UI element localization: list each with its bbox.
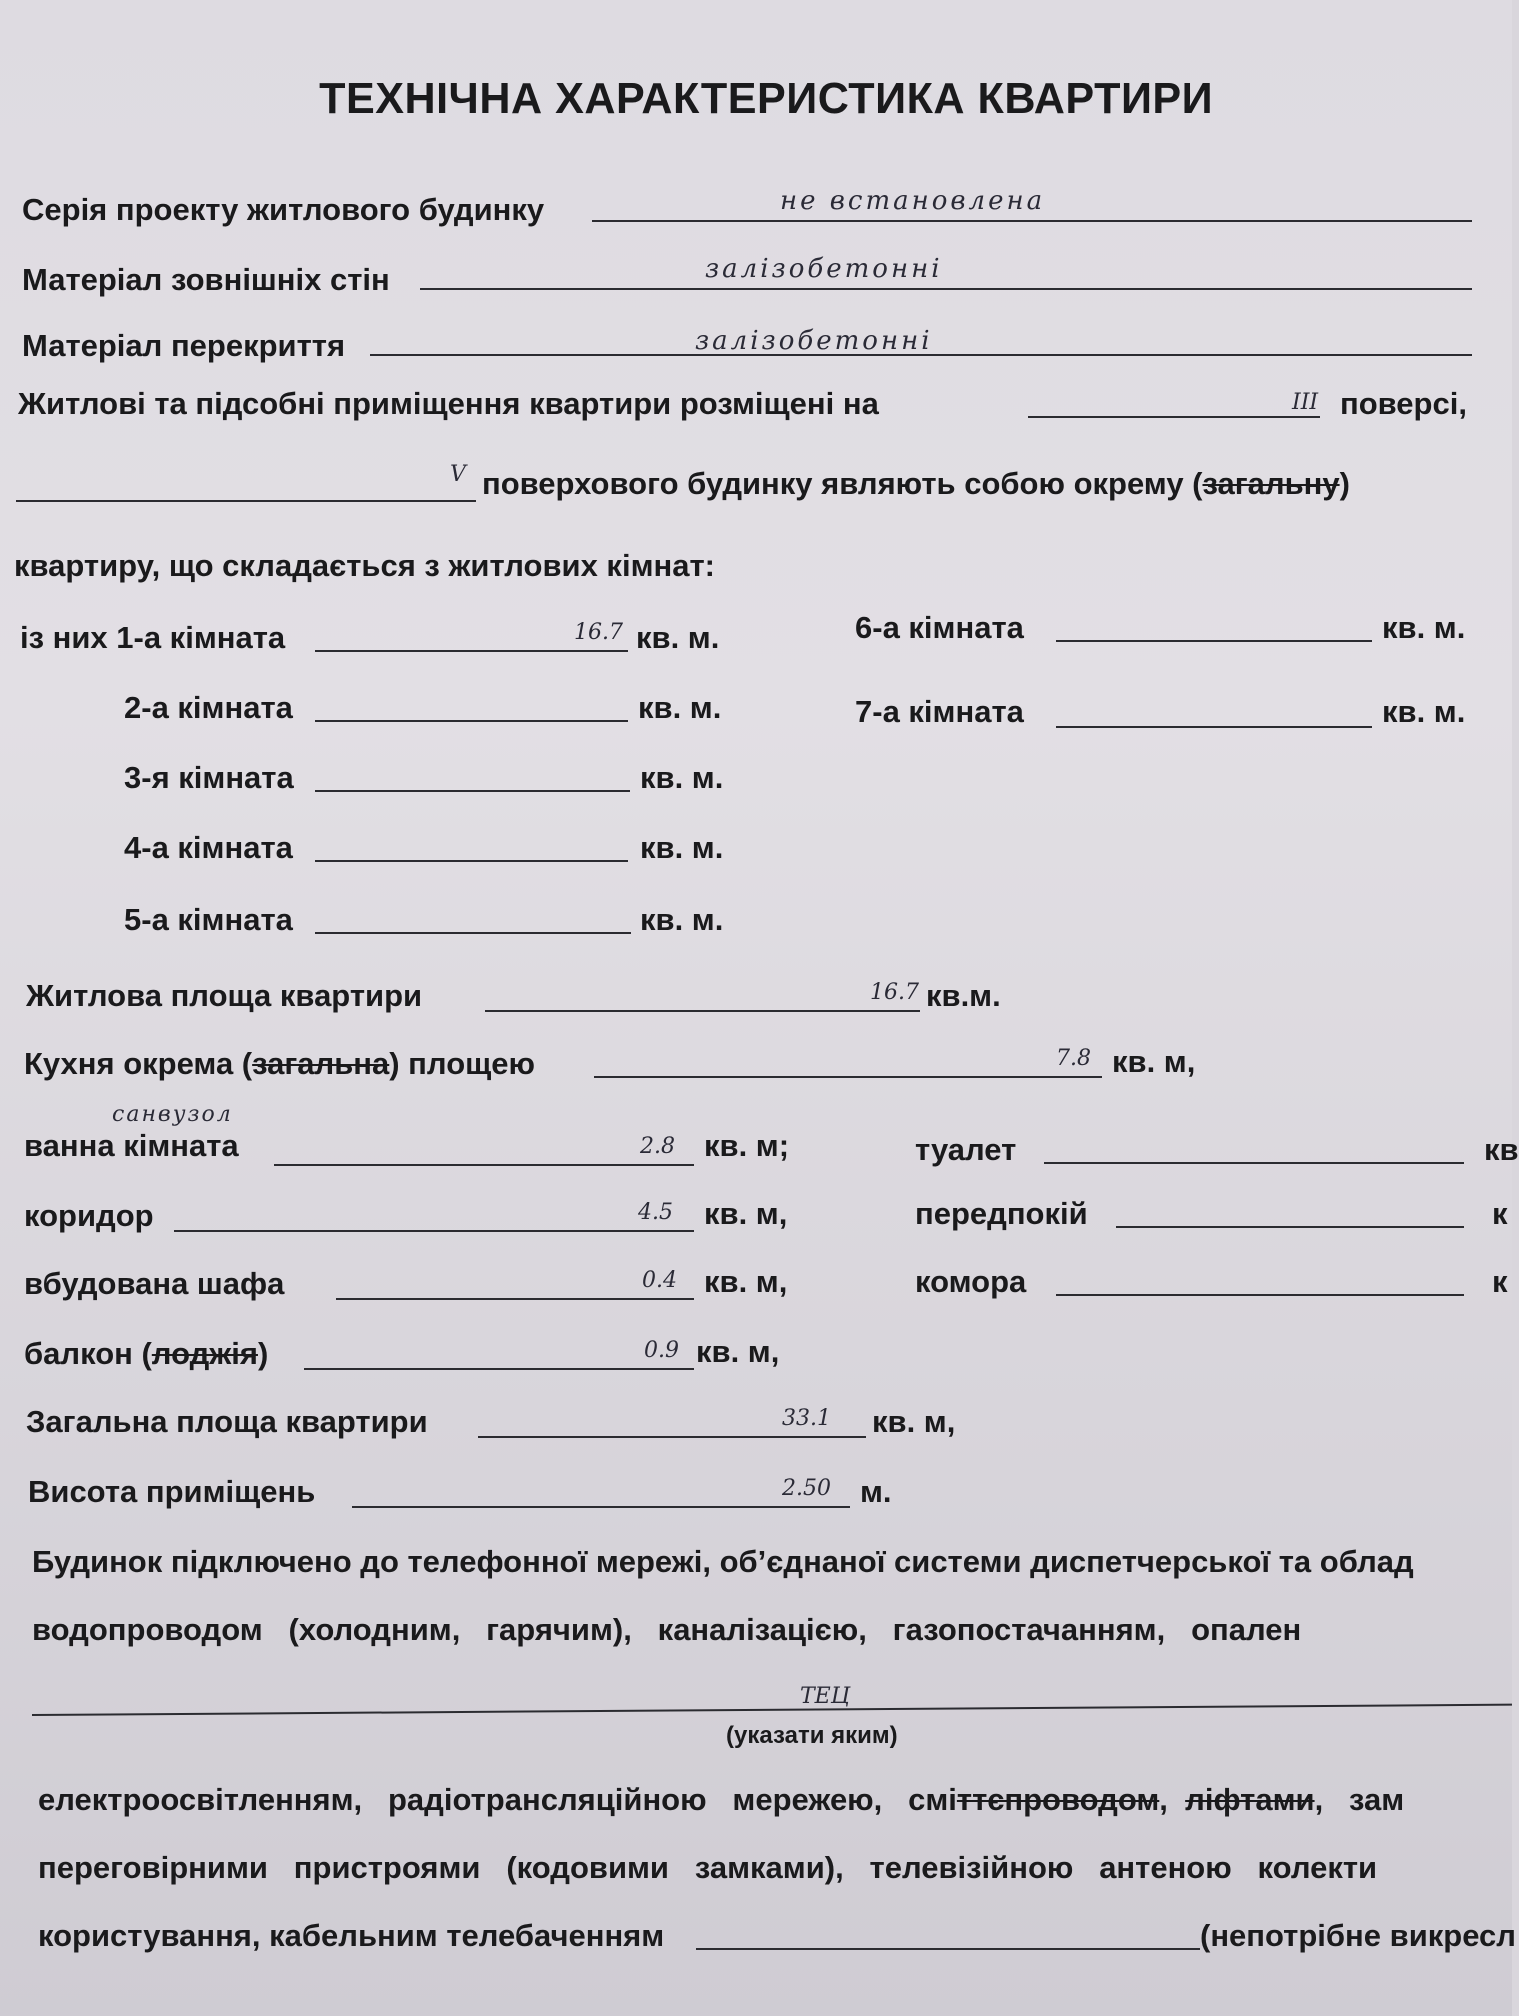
closet-line xyxy=(336,1298,694,1300)
p3-b: , xyxy=(1159,1782,1186,1817)
utilities-p4: переговірними пристроями (кодовими замками), телевізійною антеною колекти xyxy=(38,1850,1378,1885)
living-area-label: Житлова площа квартири xyxy=(26,978,423,1013)
location-text: Житлові та підсобні приміщення квартири розміщені на xyxy=(18,386,879,421)
toilet-unit: кв xyxy=(1484,1132,1519,1167)
hallway-line[interactable] xyxy=(1116,1226,1464,1228)
height-unit: м. xyxy=(860,1474,892,1509)
p3-struck-2: ліфтами xyxy=(1185,1782,1315,1817)
balcony-label-a: балкон ( xyxy=(24,1336,152,1371)
room-5-label: 5-а кімната xyxy=(124,902,293,937)
heating-line xyxy=(32,1704,1512,1716)
utilities-p2: водопроводом (холодним, гарячим), каналізацією, газопостачанням, опален xyxy=(32,1612,1302,1647)
series-line xyxy=(592,220,1472,222)
room-2-unit: кв. м. xyxy=(638,690,722,725)
toilet-label: туалет xyxy=(915,1132,1017,1167)
struck-word: загальну xyxy=(1202,466,1340,501)
room-1-value[interactable]: 16.7 xyxy=(574,620,623,645)
living-area-value[interactable]: 16.7 xyxy=(870,980,919,1005)
room-3-unit: кв. м. xyxy=(640,760,724,795)
room-5-line[interactable] xyxy=(315,932,631,934)
cable-tv-line[interactable] xyxy=(696,1948,1200,1950)
height-line xyxy=(352,1506,850,1508)
hallway-label: передпокій xyxy=(915,1196,1088,1231)
living-area-unit: кв.м. xyxy=(926,978,1001,1013)
total-area-label: Загальна площа квартири xyxy=(26,1404,428,1439)
heating-value[interactable]: ТЕЦ xyxy=(800,1684,850,1709)
room-7-line[interactable] xyxy=(1056,726,1372,728)
height-label: Висота приміщень xyxy=(28,1474,316,1509)
closet-value[interactable]: 0.4 xyxy=(642,1268,677,1293)
room-7-unit: кв. м. xyxy=(1382,694,1466,729)
page-title: ТЕХНІЧНА ХАРАКТЕРИСТИКА КВАРТИРИ xyxy=(319,74,1214,123)
floor-value[interactable]: ІІІ xyxy=(1292,390,1319,415)
corridor-label: коридор xyxy=(24,1198,154,1233)
closet-unit: кв. м, xyxy=(704,1264,788,1299)
corridor-unit: кв. м, xyxy=(704,1196,788,1231)
kitchen-value[interactable]: 7.8 xyxy=(1056,1046,1091,1071)
room-6-label: 6-а кімната xyxy=(855,610,1024,645)
bathroom-label: ванна кімната xyxy=(24,1128,239,1163)
room-1-unit: кв. м. xyxy=(636,620,720,655)
kitchen-label-a: Кухня окрема ( xyxy=(24,1046,253,1081)
location-line2 xyxy=(482,466,1350,502)
kitchen-struck: загальна xyxy=(252,1046,390,1081)
p3-c: , зам xyxy=(1314,1782,1405,1817)
location-line3: квартиру, що складається з житлових кімнат: xyxy=(14,548,715,583)
hallway-unit: к xyxy=(1492,1196,1508,1231)
room-1-label: із них 1-а кімната xyxy=(20,620,286,655)
kitchen-line xyxy=(594,1076,1102,1078)
walls-line xyxy=(420,288,1472,290)
room-2-label: 2-а кімната xyxy=(124,690,293,725)
storeys-value[interactable]: V xyxy=(450,462,466,487)
walls-label: Матеріал зовнішніх стін xyxy=(22,262,390,297)
utilities-p5b: (непотрібне викресл xyxy=(1200,1918,1516,1953)
balcony-unit: кв. м, xyxy=(696,1334,780,1369)
balcony-struck: лоджія xyxy=(151,1336,258,1371)
balcony-label-b: ) xyxy=(257,1336,269,1371)
room-4-line[interactable] xyxy=(315,860,628,862)
heating-hint: (указати яким) xyxy=(726,1722,898,1749)
total-area-unit: кв. м, xyxy=(872,1404,956,1439)
closet-label: вбудована шафа xyxy=(24,1266,285,1301)
room-3-label: 3-я кімната xyxy=(124,760,294,795)
floor-suffix: поверсі, xyxy=(1340,386,1467,421)
utilities-p3 xyxy=(38,1782,1404,1818)
balcony-line xyxy=(304,1368,694,1370)
p3-a: електроосвітленням, радіотрансляційною мережею, смі xyxy=(38,1782,957,1817)
series-label: Серія проекту житлового будинку xyxy=(22,192,545,227)
living-area-line xyxy=(485,1010,920,1012)
kitchen-label-b: ) площею xyxy=(389,1046,536,1081)
room-4-label: 4-а кімната xyxy=(124,830,293,865)
kitchen-unit: кв. м, xyxy=(1112,1044,1196,1079)
utilities-p5a: користування, кабельним телебаченням xyxy=(38,1918,665,1953)
room-4-unit: кв. м. xyxy=(640,830,724,865)
room-5-unit: кв. м. xyxy=(640,902,724,937)
storeys-line xyxy=(16,500,476,502)
room-7-label: 7-а кімната xyxy=(855,694,1024,729)
bathroom-line xyxy=(274,1164,694,1166)
location-line2-text: поверхового будинку являють собою окрему ( xyxy=(482,466,1203,501)
balcony-value[interactable]: 0.9 xyxy=(644,1338,679,1363)
height-value[interactable]: 2.50 xyxy=(782,1476,831,1501)
room-3-line[interactable] xyxy=(315,790,630,792)
series-value[interactable]: не встановлена xyxy=(780,186,1046,216)
floor-line xyxy=(1028,416,1320,418)
corridor-value[interactable]: 4.5 xyxy=(638,1200,673,1225)
bathroom-unit: кв. м; xyxy=(704,1128,790,1163)
walls-value[interactable]: залізобетонні xyxy=(705,254,943,284)
room-6-unit: кв. м. xyxy=(1382,610,1466,645)
total-area-value[interactable]: 33.1 xyxy=(782,1406,831,1431)
bathroom-value[interactable]: 2.8 xyxy=(640,1134,675,1159)
toilet-line[interactable] xyxy=(1044,1162,1464,1164)
storage-label: комора xyxy=(915,1264,1027,1299)
corridor-line xyxy=(174,1230,694,1232)
balcony-label xyxy=(24,1336,268,1372)
paren: ) xyxy=(1339,466,1350,501)
p3-struck-1: ттєпроводом xyxy=(956,1782,1160,1817)
ceiling-value[interactable]: залізобетонні xyxy=(695,326,933,356)
ceiling-label: Матеріал перекриття xyxy=(22,328,346,363)
room-6-line[interactable] xyxy=(1056,640,1372,642)
kitchen-label xyxy=(24,1046,535,1082)
utilities-p1: Будинок підключено до телефонної мережі, об’єднаної системи диспетчерської та облад xyxy=(32,1544,1414,1579)
storage-unit: к xyxy=(1492,1264,1508,1299)
bathroom-annotation: санвузол xyxy=(112,1102,233,1127)
room-1-line xyxy=(315,650,628,652)
storage-line[interactable] xyxy=(1056,1294,1464,1296)
room-2-line[interactable] xyxy=(315,720,628,722)
total-area-line xyxy=(478,1436,866,1438)
